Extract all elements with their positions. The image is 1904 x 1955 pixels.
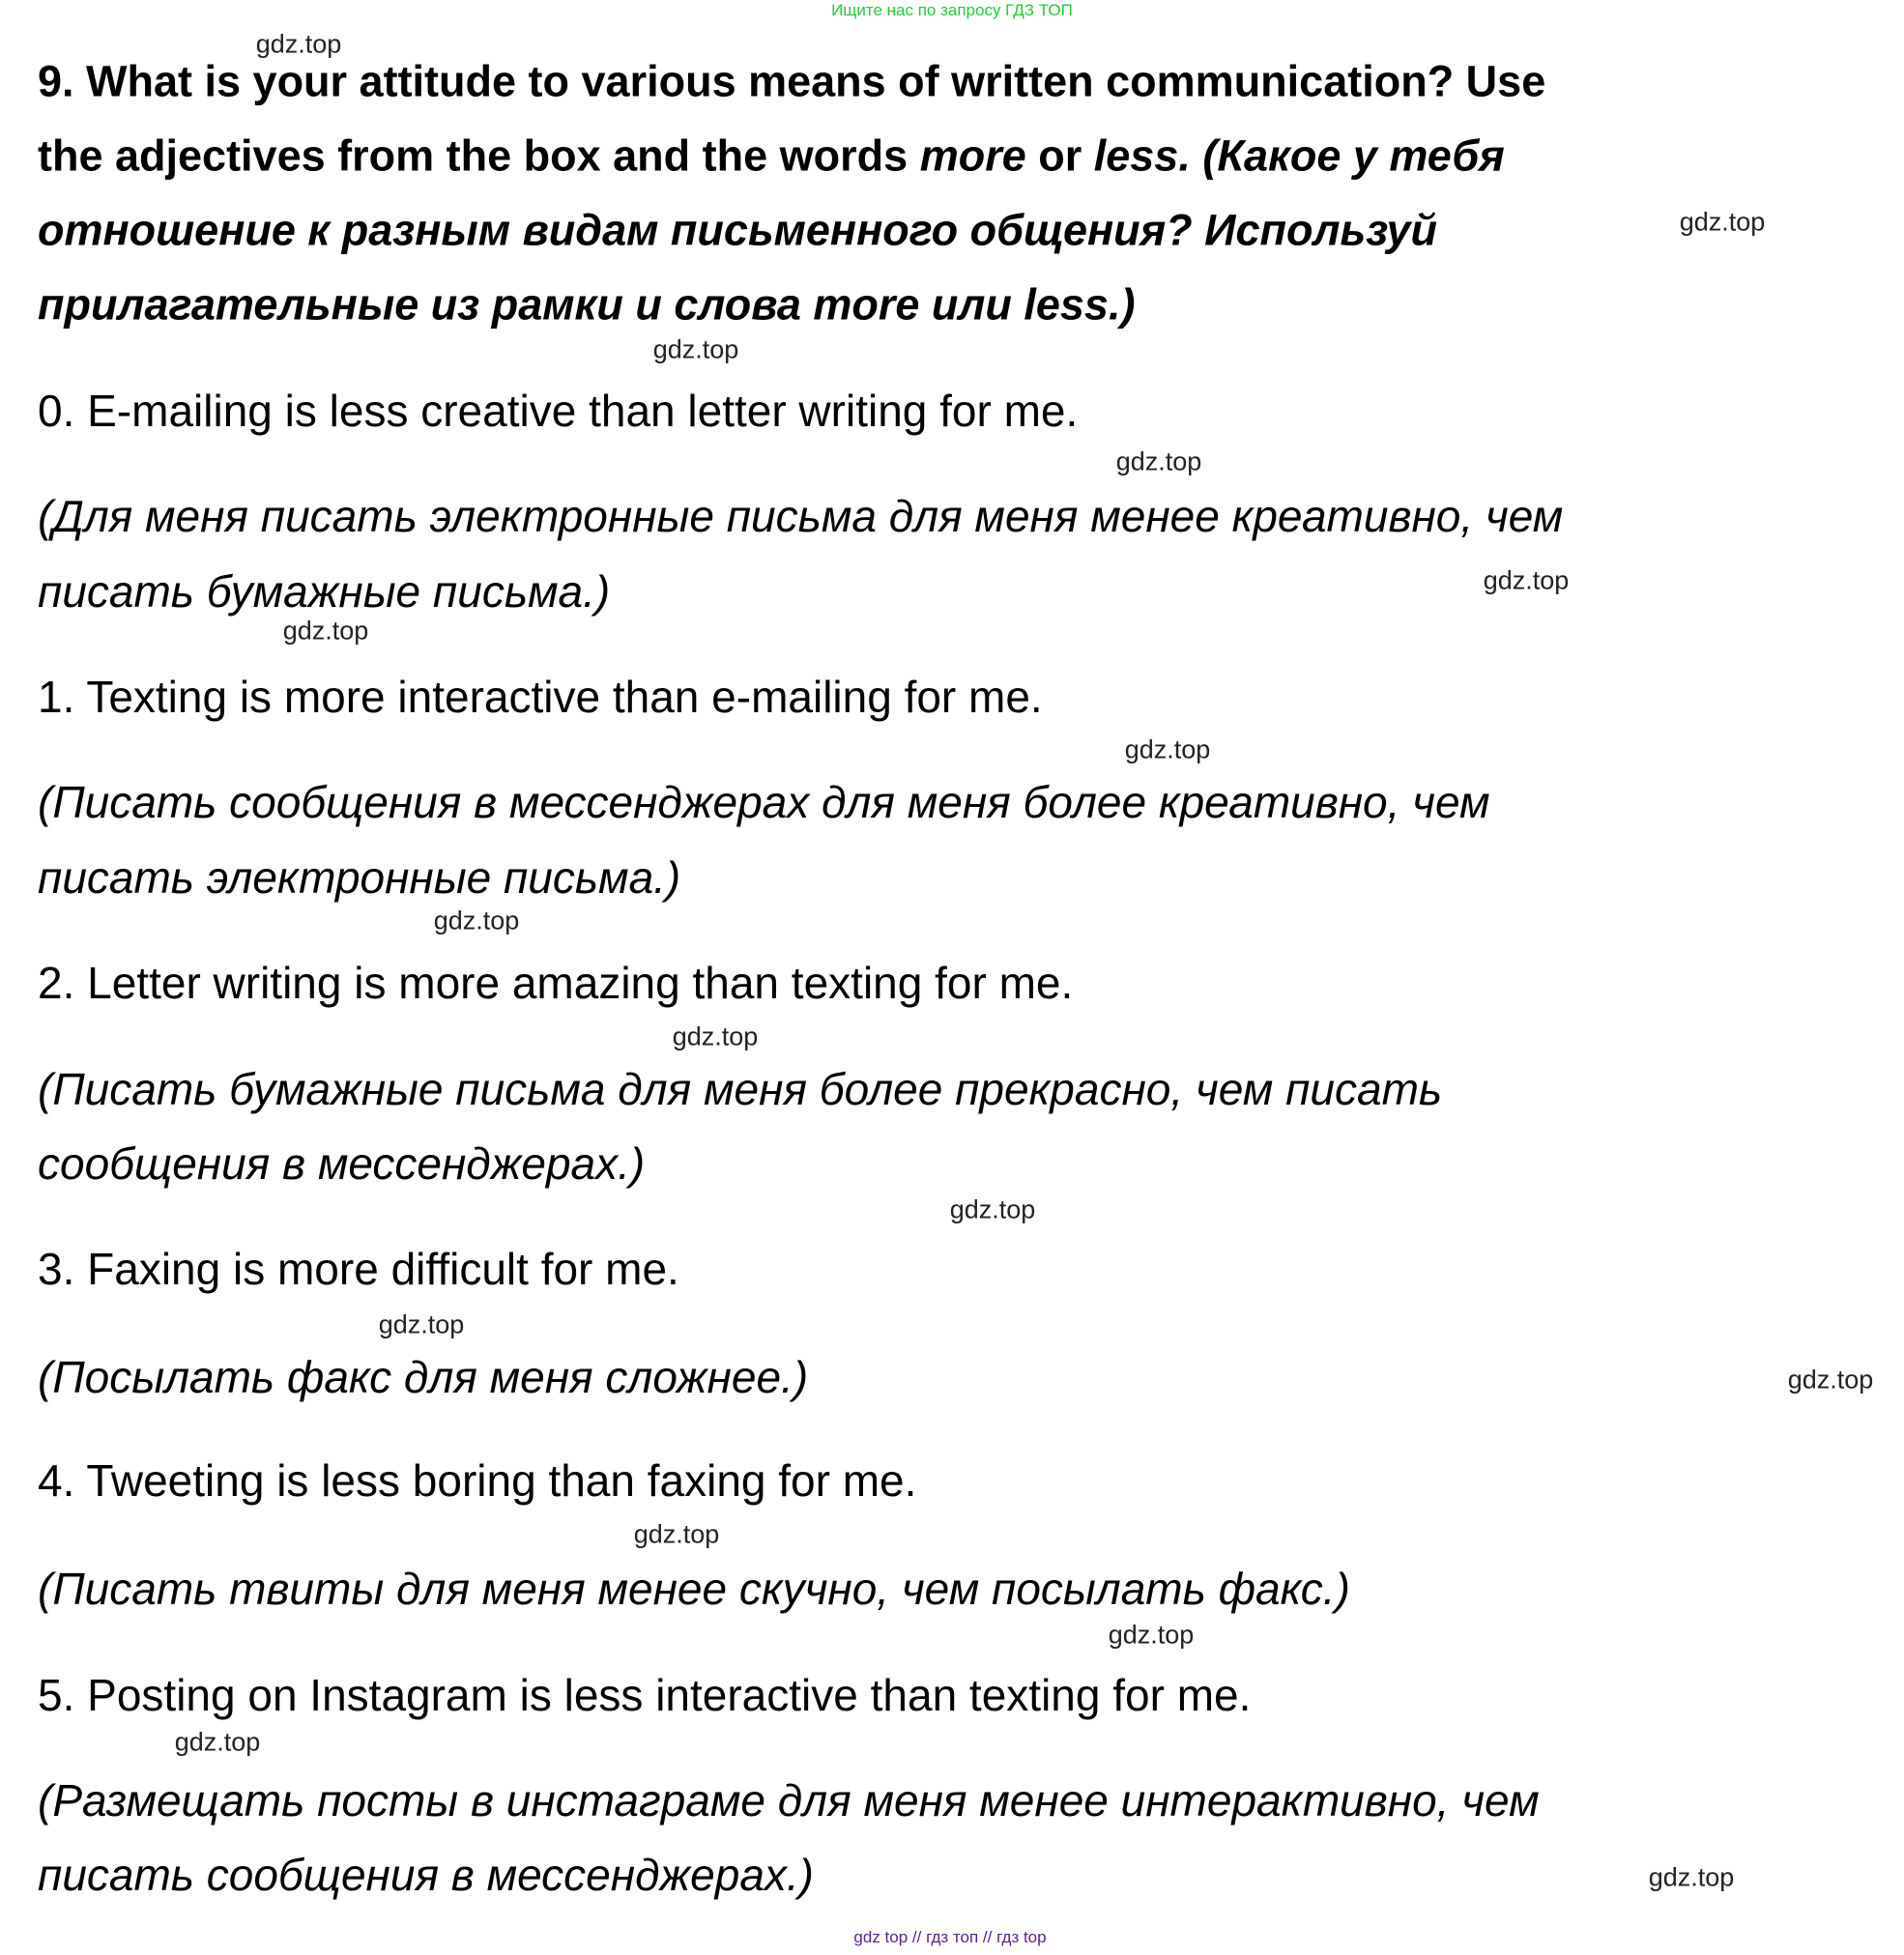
answer-1: 1. Texting is more interactive than e-mailing for me. (38, 672, 1043, 722)
watermark: gdz.top (1787, 1365, 1874, 1394)
watermark: gdz.top (633, 1519, 720, 1549)
translation-5-line-1: (Размещать посты в инстаграме для меня менее интерактивно, чем (38, 1775, 1540, 1826)
translation-5-line-2: писать сообщения в мессенджерах.) (38, 1850, 815, 1900)
translation-0-line-2: писать бумажные письма.) (38, 566, 611, 617)
heading-line-4: прилагательные из рамки и слова more или less.) (38, 279, 1136, 330)
translation-2-line-1: (Писать бумажные письма для меня более прекрасно, чем писать (38, 1064, 1443, 1114)
watermark: gdz.top (1115, 446, 1202, 476)
answer-3: 3. Faxing is more difficult for me. (38, 1244, 679, 1294)
translation-3: (Посылать факс для меня сложнее.) (38, 1352, 809, 1402)
heading-line-2 (38, 130, 1505, 181)
answer-5: 5. Posting on Instagram is less interactive than texting for me. (38, 1670, 1252, 1720)
watermark: gdz.top (1679, 207, 1766, 237)
word-less: less. (1093, 130, 1191, 181)
translation-2-line-2: сообщения в мессенджерах.) (38, 1138, 646, 1189)
watermark: gdz.top (1108, 1620, 1195, 1650)
watermark: gdz.top (255, 29, 342, 59)
watermark: gdz.top (1648, 1862, 1735, 1892)
watermark: gdz.top (174, 1727, 261, 1757)
heading-line-1: 9. What is your attitude to various means of written communication? Use (38, 56, 1546, 106)
translation-4: (Писать твиты для меня менее скучно, чем посылать факс.) (38, 1564, 1350, 1614)
translation-0-line-1: (Для меня писать электронные письма для меня менее креативно, чем (38, 491, 1564, 541)
watermark: gdz.top (1483, 565, 1570, 595)
translation-1-line-2: писать электронные письма.) (38, 852, 681, 903)
answer-4: 4. Tweeting is less boring than faxing for me. (38, 1455, 917, 1506)
watermark: gdz.top (378, 1309, 465, 1339)
watermark: gdz.top (949, 1194, 1036, 1224)
answer-2: 2. Letter writing is more amazing than texting for me. (38, 958, 1074, 1008)
answer-0: 0. E-mailing is less creative than letter writing for me. (38, 386, 1079, 436)
watermark: gdz.top (652, 334, 739, 364)
translation-1-line-1: (Писать сообщения в мессенджерах для меня более креативно, чем (38, 777, 1490, 827)
word-more: more (919, 130, 1026, 181)
heading-text: or (1025, 130, 1094, 181)
heading-line-3: отношение к разным видам письменного общения? Используй (38, 205, 1437, 255)
heading-text: the adjectives from the box and the words (38, 130, 920, 181)
search-banner: Ищите нас по запросу ГДЗ ТОП (831, 1, 1073, 19)
watermark: gdz.top (433, 906, 520, 935)
footer-banner: gdz top // гдз топ // гдз top (853, 1928, 1047, 1946)
heading-translation: (Какое у тебя (1190, 130, 1505, 181)
watermark: gdz.top (282, 616, 369, 646)
watermark: gdz.top (1124, 734, 1211, 764)
watermark: gdz.top (672, 1021, 759, 1051)
